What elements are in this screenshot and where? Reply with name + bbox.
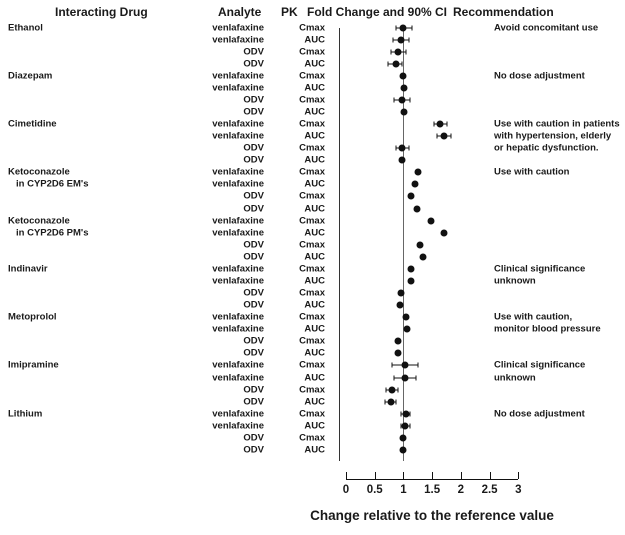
analyte-label: ODV <box>243 432 264 444</box>
point-estimate-dot <box>399 434 406 441</box>
point-estimate-dot <box>408 277 415 284</box>
pk-label: Cmax <box>299 239 325 251</box>
ci-cap-left <box>390 49 391 54</box>
analyte-label: venlafaxine <box>212 420 264 432</box>
pk-label: AUC <box>304 251 325 263</box>
ci-cap-left <box>434 122 435 127</box>
drug-label: Diazepam <box>8 70 53 82</box>
point-estimate-dot <box>397 290 404 297</box>
ci-cap-right <box>416 375 417 380</box>
analyte-label: ODV <box>243 203 264 215</box>
point-estimate-dot <box>413 205 420 212</box>
recommendation-text: Use with caution, <box>494 311 573 323</box>
analyte-label: venlafaxine <box>212 215 264 227</box>
recommendation-text: Avoid concomitant use <box>494 22 599 33</box>
analyte-label: ODV <box>243 94 264 106</box>
x-axis-tick <box>490 472 491 479</box>
ci-cap-left <box>386 387 387 392</box>
pk-label: AUC <box>304 299 325 311</box>
pk-label: AUC <box>304 82 325 94</box>
analyte-label: venlafaxine <box>212 227 264 239</box>
pk-label: Cmax <box>299 70 325 82</box>
point-estimate-dot <box>401 374 408 381</box>
x-axis-tick <box>432 472 433 479</box>
x-axis-line <box>346 479 518 480</box>
point-estimate-dot <box>427 217 434 224</box>
point-estimate-dot <box>396 302 403 309</box>
point-estimate-dot <box>399 96 406 103</box>
point-estimate-dot <box>417 241 424 248</box>
point-estimate-dot <box>401 84 408 91</box>
analyte-label: ODV <box>243 154 264 166</box>
point-estimate-dot <box>401 108 408 115</box>
pk-label: AUC <box>304 154 325 166</box>
ci-cap-left <box>392 37 393 42</box>
pk-label: Cmax <box>299 118 325 130</box>
point-estimate-dot <box>401 362 408 369</box>
pk-label: Cmax <box>299 432 325 444</box>
ci-cap-right <box>395 399 396 404</box>
x-axis-tick <box>518 472 519 479</box>
pk-label: AUC <box>304 106 325 118</box>
recommendation-text: Clinical significance <box>494 359 586 371</box>
analyte-label: ODV <box>243 46 264 58</box>
analyte-label: ODV <box>243 106 264 118</box>
pk-label: Cmax <box>299 142 325 154</box>
point-estimate-dot <box>394 350 401 357</box>
ci-cap-left <box>436 134 437 139</box>
pk-label: AUC <box>304 420 325 432</box>
analyte-label: ODV <box>243 251 264 263</box>
pk-label: AUC <box>304 372 325 384</box>
column-header-analyte: Analyte <box>218 5 262 19</box>
pk-label: AUC <box>304 203 325 215</box>
point-estimate-dot <box>419 253 426 260</box>
reference-line <box>403 28 404 461</box>
pk-label: Cmax <box>299 190 325 202</box>
drug-label: Indinavir <box>8 263 48 275</box>
ci-cap-left <box>394 375 395 380</box>
pk-label: AUC <box>304 34 325 46</box>
ci-cap-right <box>409 423 410 428</box>
ci-cap-right <box>409 37 410 42</box>
analyte-label: ODV <box>243 384 264 396</box>
x-axis-tick <box>403 472 404 479</box>
drug-label: Ketoconazole <box>8 166 70 178</box>
point-estimate-dot <box>395 48 402 55</box>
pk-label: AUC <box>304 58 325 70</box>
pk-label: AUC <box>304 227 325 239</box>
analyte-label: venlafaxine <box>212 359 264 371</box>
x-axis-tick-label: 1 <box>400 484 407 496</box>
pk-label: AUC <box>304 178 325 190</box>
analyte-label: venlafaxine <box>212 130 264 142</box>
point-estimate-dot <box>399 446 406 453</box>
pk-label: AUC <box>304 275 325 287</box>
pk-label: Cmax <box>299 46 325 58</box>
recommendation-text: unknown <box>494 275 536 287</box>
analyte-label: venlafaxine <box>212 34 264 46</box>
x-axis-title: Change relative to the reference value <box>310 508 554 523</box>
drug-label: Ethanol <box>8 22 43 33</box>
point-estimate-dot <box>387 398 394 405</box>
point-estimate-dot <box>400 24 407 31</box>
x-axis-tick <box>375 472 376 479</box>
ci-cap-right <box>412 25 413 30</box>
x-axis-tick-label: 2.5 <box>481 484 498 496</box>
pk-label: Cmax <box>299 166 325 178</box>
pk-label: Cmax <box>299 287 325 299</box>
pk-label: AUC <box>304 347 325 359</box>
analyte-label: venlafaxine <box>212 118 264 130</box>
analyte-label: ODV <box>243 287 264 299</box>
analyte-label: ODV <box>243 239 264 251</box>
x-axis-tick <box>346 472 347 479</box>
recommendation-text: No dose adjustment <box>494 408 585 420</box>
point-estimate-dot <box>388 386 395 393</box>
recommendation-text: Use with caution <box>494 166 570 178</box>
pk-label: AUC <box>304 323 325 335</box>
point-estimate-dot <box>402 314 409 321</box>
point-estimate-dot <box>408 265 415 272</box>
recommendation-text: with hypertension, elderly <box>494 130 612 142</box>
pk-label: Cmax <box>299 311 325 323</box>
drug-label: in CYP2D6 PM's <box>16 227 89 239</box>
ci-cap-right <box>410 97 411 102</box>
ci-cap-right <box>410 411 411 416</box>
column-header-pk: PK <box>281 5 298 19</box>
point-estimate-dot <box>392 60 399 67</box>
ci-cap-left <box>394 97 395 102</box>
analyte-label: ODV <box>243 347 264 359</box>
analyte-label: ODV <box>243 190 264 202</box>
ci-cap-right <box>405 49 406 54</box>
ci-cap-right <box>397 387 398 392</box>
column-header-recommendation: Recommendation <box>453 5 554 19</box>
point-estimate-dot <box>399 145 406 152</box>
recommendation-text: Use with caution in patients <box>494 118 620 130</box>
ci-cap-left <box>395 25 396 30</box>
pk-label: AUC <box>304 396 325 408</box>
drug-label: Lithium <box>8 408 43 420</box>
analyte-label: venlafaxine <box>212 22 264 33</box>
ci-cap-left <box>385 399 386 404</box>
recommendation-text: monitor blood pressure <box>494 323 601 335</box>
point-estimate-dot <box>441 133 448 140</box>
pk-label: Cmax <box>299 215 325 227</box>
analyte-label: ODV <box>243 335 264 347</box>
analyte-label: ODV <box>243 299 264 311</box>
point-estimate-dot <box>404 326 411 333</box>
drug-label: Cimetidine <box>8 118 57 130</box>
point-estimate-dot <box>394 338 401 345</box>
x-axis-tick <box>461 472 462 479</box>
point-estimate-dot <box>402 410 409 417</box>
ci-cap-left <box>391 363 392 368</box>
recommendation-text: or hepatic dysfunction. <box>494 142 599 154</box>
drug-label: Imipramine <box>8 359 59 371</box>
point-estimate-dot <box>411 181 418 188</box>
analyte-label: venlafaxine <box>212 178 264 190</box>
x-axis-tick-label: 2 <box>457 484 465 496</box>
pk-label: Cmax <box>299 384 325 396</box>
ci-cap-right <box>451 134 452 139</box>
analyte-label: venlafaxine <box>212 70 264 82</box>
pk-label: Cmax <box>299 408 325 420</box>
plot-left-spine <box>339 28 340 461</box>
column-header-interacting-drug: Interacting Drug <box>55 5 148 19</box>
pk-label: Cmax <box>299 335 325 347</box>
point-estimate-dot <box>398 36 405 43</box>
ci-cap-right <box>401 61 402 66</box>
ci-cap-right <box>408 146 409 151</box>
ci-cap-left <box>395 146 396 151</box>
drug-label: Metoprolol <box>8 311 57 323</box>
point-estimate-dot <box>400 72 407 79</box>
point-estimate-dot <box>402 422 409 429</box>
recommendation-text: No dose adjustment <box>494 70 585 82</box>
x-axis-tick-label: 0 <box>342 484 350 496</box>
analyte-label: venlafaxine <box>212 311 264 323</box>
ci-cap-left <box>388 61 389 66</box>
analyte-label: ODV <box>243 396 264 408</box>
pk-label: AUC <box>304 444 325 456</box>
analyte-label: venlafaxine <box>212 372 264 384</box>
analyte-label: ODV <box>243 444 264 456</box>
point-estimate-dot <box>408 193 415 200</box>
analyte-label: ODV <box>243 58 264 70</box>
point-estimate-dot <box>441 229 448 236</box>
point-estimate-dot <box>437 121 444 128</box>
recommendation-text: Clinical significance <box>494 263 586 275</box>
point-estimate-dot <box>399 157 406 164</box>
recommendation-text: unknown <box>494 372 536 384</box>
drug-label: Ketoconazole <box>8 215 70 227</box>
analyte-label: ODV <box>243 142 264 154</box>
pk-label: Cmax <box>299 263 325 275</box>
drug-label: in CYP2D6 EM's <box>16 178 89 190</box>
analyte-label: venlafaxine <box>212 263 264 275</box>
analyte-label: venlafaxine <box>212 82 264 94</box>
analyte-label: venlafaxine <box>212 408 264 420</box>
column-header-fold-change: Fold Change and 90% CI <box>307 5 448 19</box>
analyte-label: venlafaxine <box>212 275 264 287</box>
analyte-label: venlafaxine <box>212 166 264 178</box>
ci-cap-right <box>418 363 419 368</box>
analyte-label: venlafaxine <box>212 323 264 335</box>
pk-label: Cmax <box>299 359 325 371</box>
x-axis-tick-label: 0.5 <box>366 484 383 496</box>
x-axis-tick-label: 1.5 <box>424 484 441 496</box>
x-axis-tick-label: 3 <box>515 484 522 496</box>
pk-label: AUC <box>304 130 325 142</box>
pk-label: Cmax <box>299 94 325 106</box>
point-estimate-dot <box>414 169 421 176</box>
pk-label: Cmax <box>299 22 325 33</box>
ci-cap-right <box>447 122 448 127</box>
